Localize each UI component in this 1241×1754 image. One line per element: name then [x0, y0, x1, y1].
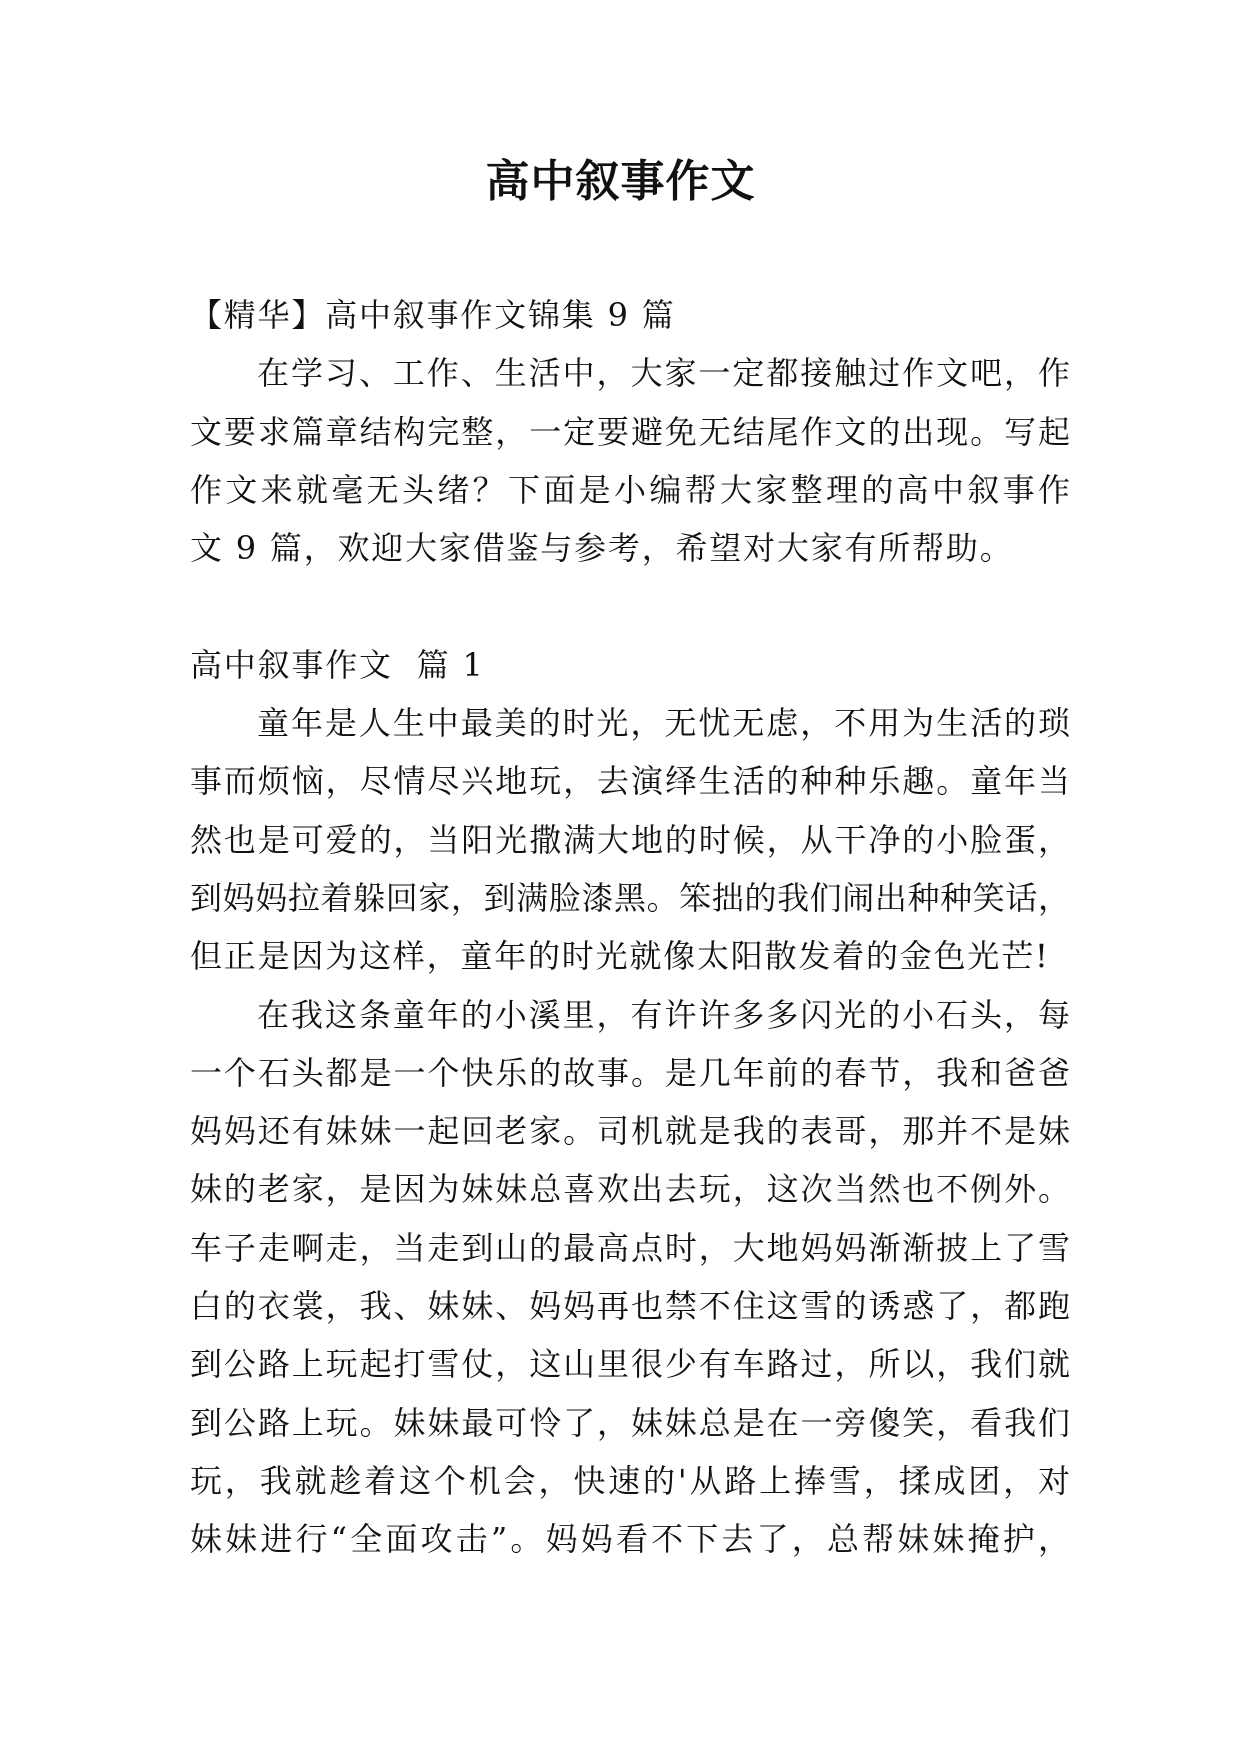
paragraph-line: 玩，我就趁着这个机会，快速的'从路上捧雪，揉成团，对: [190, 1461, 1070, 1500]
document-title: 高中叙事作文: [485, 156, 756, 207]
paragraph-line: 童年是人生中最美的时光，无忧无虑，不用为生活的琐: [257, 704, 1070, 743]
paragraph-line: 白的衣裳，我、妹妹、妈妈再也禁不住这雪的诱惑了，都跑: [190, 1287, 1070, 1326]
paragraph-line: 在我这条童年的小溪里，有许许多多闪光的小石头，每: [257, 995, 1070, 1034]
paragraph-line: 妈妈还有妹妹一起回老家。司机就是我的表哥，那并不是妹: [190, 1112, 1070, 1151]
document-body: [190, 286, 1070, 1569]
paragraph-line: 文 9 篇，欢迎大家借鉴与参考，希望对大家有所帮助。: [190, 529, 1014, 568]
paragraph-line: 作文来就毫无头绪？下面是小编帮大家整理的高中叙事作: [190, 470, 1070, 509]
blank-line: [190, 577, 1070, 635]
paragraph-line: 在学习、工作、生活中，大家一定都接触过作文吧，作: [257, 354, 1070, 393]
paragraph-line: 到公路上玩。妹妹最可怜了，妹妹总是在一旁傻笑，看我们: [190, 1403, 1070, 1442]
paragraph-line: 事而烦恼，尽情尽兴地玩，去演绎生活的种种乐趣。童年当: [190, 762, 1070, 801]
section-paragraph-2: [190, 986, 1070, 1569]
paragraph-line: 妹的老家，是因为妹妹总喜欢出去玩，这次当然也不例外。: [190, 1170, 1070, 1209]
paragraph-line: 到妈妈拉着躲回家，到满脸漆黑。笨拙的我们闹出种种笑话，: [190, 878, 1070, 917]
paragraph-line: 妹妹进行“全面攻击”。妈妈看不下去了，总帮妹妹掩护，: [190, 1520, 1070, 1559]
paragraph-line: 一个石头都是一个快乐的故事。是几年前的春节，我和爸爸: [190, 1053, 1070, 1092]
paragraph-line: 文要求篇章结构完整，一定要避免无结尾作文的出现。写起: [190, 412, 1070, 451]
intro-paragraph: [190, 344, 1070, 577]
intro-heading: 【精华】高中叙事作文锦集 9 篇: [190, 296, 676, 334]
paragraph-line: 然也是可爱的，当阳光撒满大地的时候，从干净的小脸蛋，: [190, 820, 1070, 859]
section-paragraph-1: [190, 694, 1070, 985]
paragraph-line: 但正是因为这样，童年的时光就像太阳散发着的金色光芒!: [190, 937, 1050, 976]
section-heading: 高中叙事作文 篇 1: [190, 645, 485, 684]
paragraph-line: 到公路上玩起打雪仗，这山里很少有车路过，所以，我们就: [190, 1345, 1070, 1384]
paragraph-line: 车子走啊走，当走到山的最高点时，大地妈妈渐渐披上了雪: [190, 1228, 1070, 1267]
